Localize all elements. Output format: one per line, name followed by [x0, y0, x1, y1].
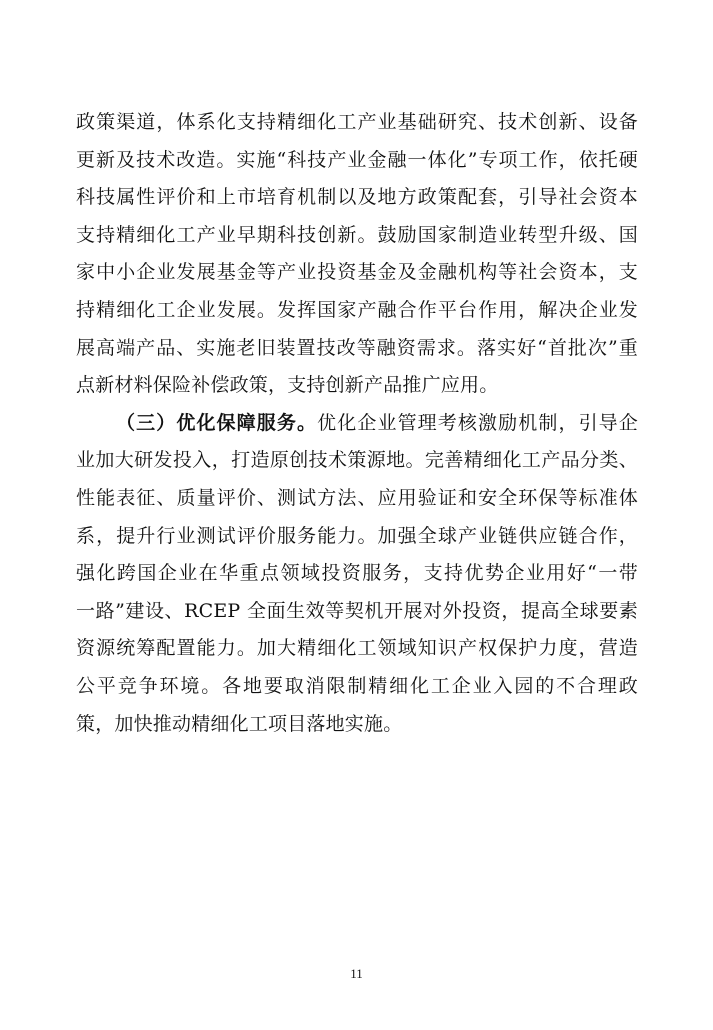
text-span: 优化企业管理考核激励机制，引导企	[317, 411, 638, 434]
text-line: 更新及技术改造。实施“科技产业金融一体化”专项工作，依托硬	[76, 148, 638, 171]
section-heading-line	[76, 405, 638, 443]
section-heading: （三）优化保障服务。	[116, 411, 318, 434]
text-line: 持精细化工企业发展。发挥国家产融合作平台作用，解决企业发	[76, 298, 638, 321]
text-line: 家中小企业发展基金等产业投资基金及金融机构等社会资本，支	[76, 261, 638, 284]
text-line: 策，加快推动精细化工项目落地实施。	[76, 712, 403, 735]
body-text	[76, 104, 638, 743]
text-line: 政策渠道，体系化支持精细化工产业基础研究、技术创新、设备	[76, 111, 638, 133]
text-line: 科技属性评价和上市培育机制以及地方政策配套，引导社会资本	[76, 186, 638, 209]
text-line: 点新材料保险补偿政策，支持创新产品推广应用。	[76, 374, 499, 397]
text-line: 公平竞争环境。各地要取消限制精细化工企业入园的不合理政	[76, 674, 638, 697]
text-line: 支持精细化工产业早期科技创新。鼓励国家制造业转型升级、国	[76, 223, 638, 246]
text-line: 资源统筹配置能力。加大精细化工领域知识产权保护力度，营造	[76, 637, 638, 660]
text-line: 业加大研发投入，打造原创技术策源地。完善精细化工产品分类、	[76, 449, 638, 472]
text-line: 性能表征、质量评价、测试方法、应用验证和安全环保等标准体	[76, 486, 638, 509]
text-line: 强化跨国企业在华重点领域投资服务，支持优势企业用好“一带	[76, 562, 638, 585]
text-line: 一路”建设、RCEP 全面生效等契机开展对外投资，提高全球要素	[76, 599, 638, 622]
text-line: 展高端产品、实施老旧装置技改等融资需求。落实好“首批次”重	[76, 336, 638, 359]
text-line: 系，提升行业测试评价服务能力。加强全球产业链供应链合作，	[76, 524, 638, 547]
page-number: 11	[350, 966, 363, 981]
